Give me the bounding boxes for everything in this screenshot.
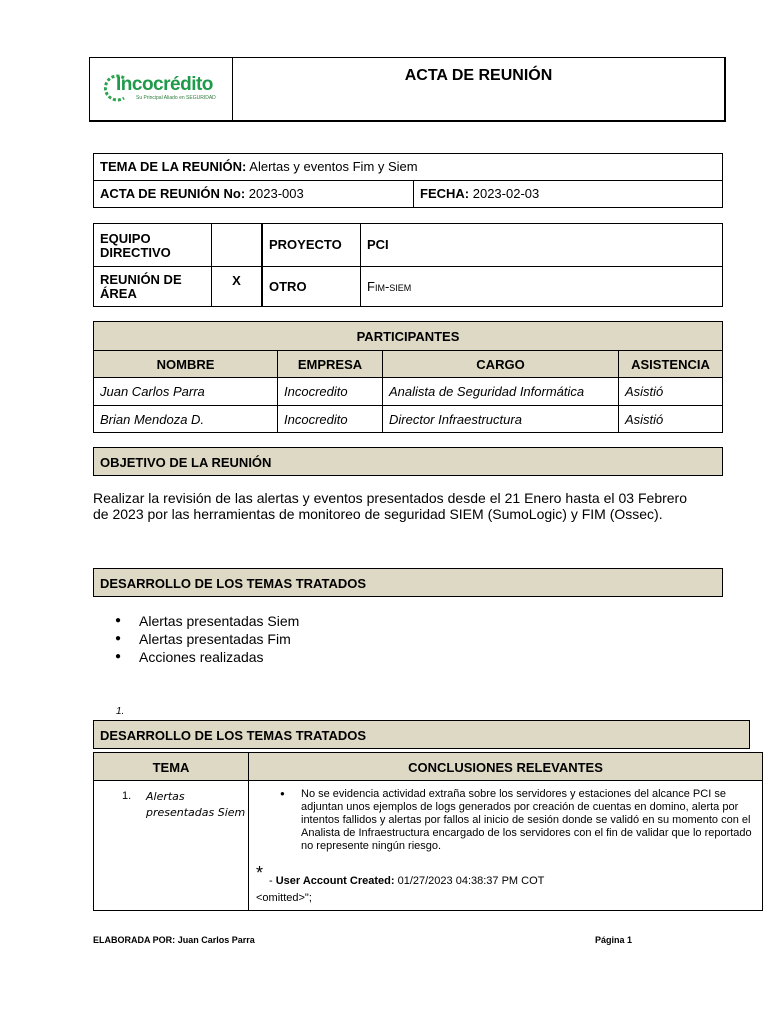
participants-title: PARTICIPANTES [93, 321, 723, 351]
page-number: 1 [627, 935, 633, 945]
col-empresa: EMPRESA [277, 350, 383, 378]
participant-1-nombre: Juan Carlos Parra [93, 377, 278, 406]
participant-2-cargo: Director Infraestructura [382, 405, 619, 433]
logo-tagline: Su Principal Aliado en SEGURIDAD [136, 95, 216, 101]
row1-tema-cell [93, 780, 249, 911]
log-value: 01/27/2023 04:38:37 PM COT [397, 875, 545, 887]
footer-elaborada [93, 935, 255, 945]
participant-2-empresa: Incocredito [277, 405, 383, 433]
participant-1-empresa: Incocredito [277, 377, 383, 406]
col-asistencia: ASISTENCIA [618, 350, 723, 378]
elaborada-value: Juan Carlos Parra [177, 935, 255, 945]
bullet-icon: ● [280, 789, 285, 798]
log-prefix: - [269, 875, 276, 887]
proyecto-label: PROYECTO [262, 223, 361, 267]
participant-2-nombre: Brian Mendoza D. [93, 405, 278, 433]
fecha-cell [413, 180, 723, 208]
omitted-text: <omitted>"; [256, 892, 312, 904]
footer-page [595, 935, 632, 945]
development-title: DESARROLLO DE LOS TEMAS TRATADOS [93, 720, 750, 749]
acta-cell [93, 180, 414, 208]
equipo-mark [211, 223, 262, 267]
row1-tema: Alertas presentadas Siem [146, 790, 246, 819]
otro-label: OTRO [262, 266, 361, 307]
objective-title: OBJETIVO DE LA REUNIÓN [93, 447, 723, 476]
star-marker: * [256, 863, 264, 883]
col-conclusiones: CONCLUSIONES RELEVANTES [248, 752, 763, 781]
col-tema: TEMA [93, 752, 249, 781]
row1-conclusion-cell [248, 780, 763, 911]
col-cargo: CARGO [382, 350, 619, 378]
otro-value: Fim-siem [360, 266, 723, 307]
reunion-label: REUNIÓN DE ÁREA [93, 266, 212, 307]
acta-label: ACTA DE REUNIÓN No: [100, 186, 246, 201]
topic-item: ● Alertas presentadas Siem [115, 612, 299, 630]
header-box [89, 57, 726, 122]
page-title: ACTA DE REUNIÓN [404, 67, 553, 84]
participant-1-asistencia: Asistió [618, 377, 723, 406]
log-line [269, 875, 544, 887]
tema-row [93, 153, 723, 181]
participant-1-cargo: Analista de Seguridad Informática [382, 377, 619, 406]
proyecto-value: PCI [360, 223, 723, 267]
row1-conclusion: No se evidencia actividad extraña sobre los servidores y estaciones del alcance PCI se adjuntan unos ejemplos de logs generados por creación de cuentas en domino, alerta por intentos fallidos y alertas por fallos al inicio de sesión donde se validó en su momento con el Analista de Infraestructura encargado de los servidores con el fin de validar que lo reportado no represente ningún riesgo. [301, 788, 752, 852]
participant-2-asistencia: Asistió [618, 405, 723, 433]
tema-label: TEMA DE LA REUNIÓN: [100, 159, 247, 174]
logo-text: Incocrédito [116, 74, 213, 95]
reunion-mark: X [211, 266, 262, 307]
fecha-label: FECHA: [420, 186, 470, 201]
topic-item: ● Acciones realizadas [115, 648, 299, 666]
topics-list [115, 612, 299, 666]
objective-text: Realizar la revisión de las alertas y eventos presentados desde el 21 Enero hasta el 03 Febrero de 2023 por las herramientas de monitoreo de seguridad SIEM (SumoLogic) y FIM (Ossec). [93, 490, 687, 522]
equipo-label: EQUIPO DIRECTIVO [93, 223, 212, 267]
topics-title: DESARROLLO DE LOS TEMAS TRATADOS [93, 568, 723, 597]
row1-number: 1. [122, 790, 132, 802]
topic-item: ● Alertas presentadas Fim [115, 630, 299, 648]
tema-value: Alertas y eventos Fim y Siem [249, 159, 418, 174]
col-nombre: NOMBRE [93, 350, 278, 378]
number-marker: 1. [116, 706, 125, 717]
elaborada-label: ELABORADA POR: [93, 935, 176, 945]
acta-value: 2023-003 [248, 186, 304, 201]
log-label: User Account Created: [275, 875, 395, 887]
page-label: Página [595, 935, 625, 945]
fecha-value: 2023-02-03 [472, 186, 540, 201]
logo-cell [90, 58, 233, 120]
